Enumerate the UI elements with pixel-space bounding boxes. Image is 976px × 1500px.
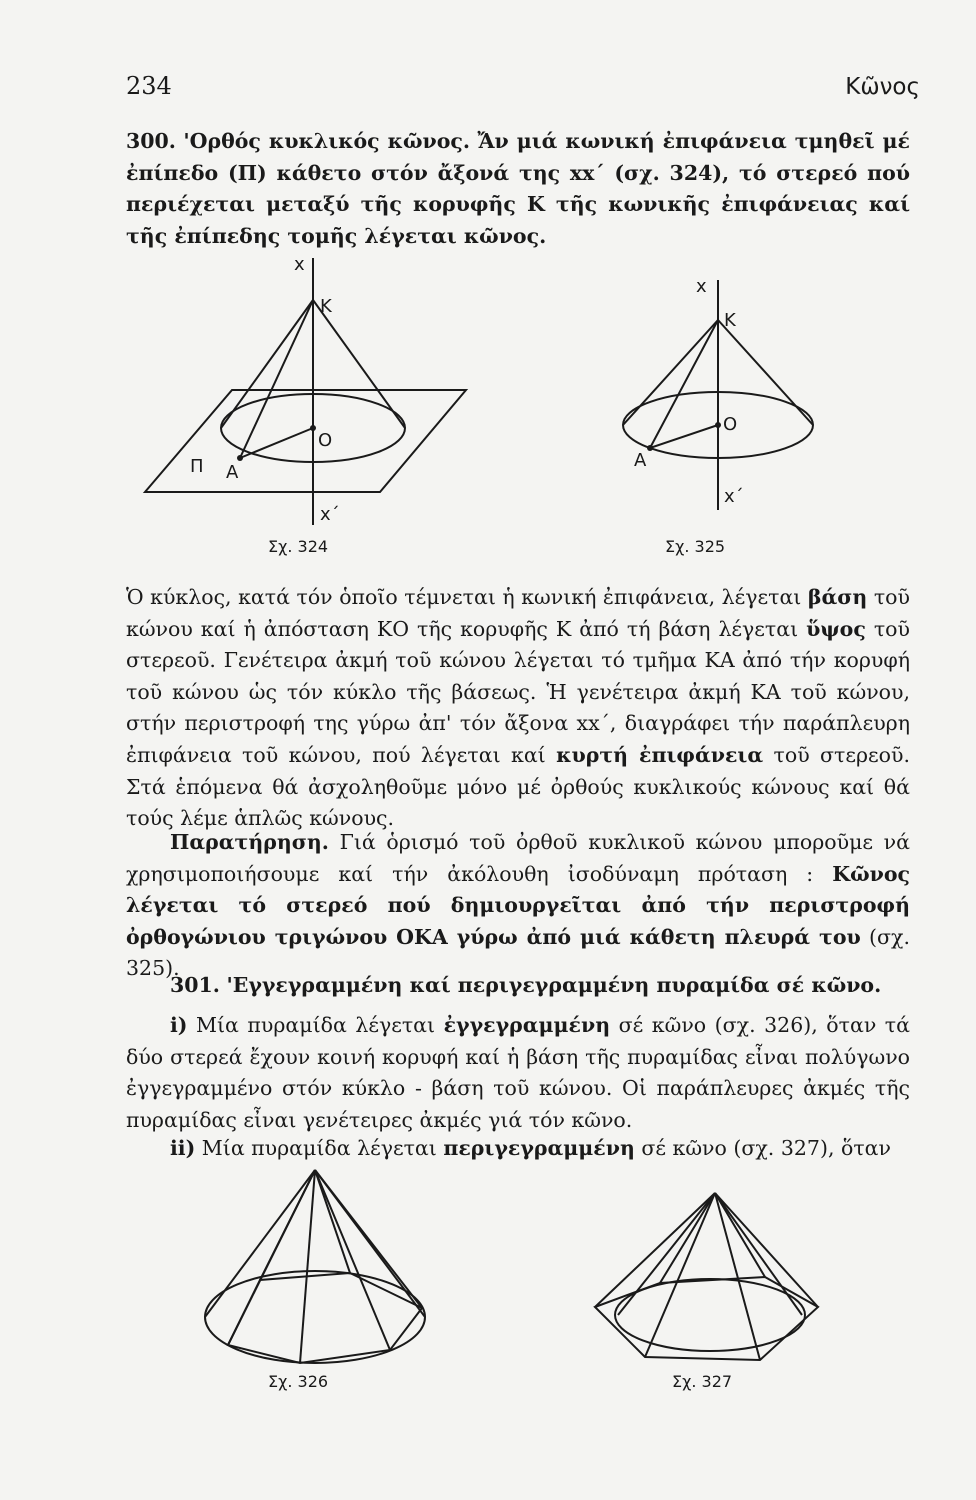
fig325-label-a: A: [634, 450, 647, 471]
page-number: 234: [126, 72, 172, 100]
item-i-label: i): [170, 1013, 188, 1037]
cone-terms-text-2: τοῦ κώνου καί ἡ ἀπόσταση ΚΟ τῆς κορυφῆς Κ ἀπό τή βάση λέγεται: [126, 585, 910, 641]
fig326-edge-4: [315, 1170, 422, 1308]
section-300-paragraph: [126, 126, 910, 252]
fig326-caption: Σχ. 326: [268, 1372, 329, 1391]
fig326-base-circle: [205, 1271, 425, 1363]
fig325-caption: Σχ. 325: [665, 537, 726, 556]
fig324-generatrix-right: [313, 300, 405, 428]
fig326-edge-2: [300, 1170, 315, 1363]
fig327-caption: Σχ. 327: [672, 1372, 733, 1391]
fig324-label-pi: Π: [190, 456, 204, 477]
fig324-label-a: A: [226, 462, 239, 483]
section-300-title: 'Ορθός κυκλικός κῶνος.: [183, 129, 471, 153]
fig324-label-x-prime: x΄: [320, 504, 340, 525]
remark-text-2: (σχ. 325).: [126, 924, 910, 981]
fig327-edge-1: [595, 1193, 715, 1307]
term-circumscribed: περιγεγραμμένη: [443, 1136, 635, 1160]
fig325-label-k: K: [724, 310, 736, 331]
term-base: βάση: [807, 585, 868, 609]
fig326-edge-3: [315, 1170, 390, 1350]
fig324-label-x: x: [294, 254, 305, 275]
item-i-paragraph: [126, 1010, 910, 1136]
cone-terms-paragraph: [126, 582, 910, 835]
item-i-text-1: Μία πυραμίδα λέγεται: [187, 1013, 444, 1037]
fig324-point-a: [237, 455, 243, 461]
remark-definition: Κῶνος λέγεται τό στερεό πού δημιουργεῖται ἀπό τήν περιστροφή ὀρθογώνιου τριγώνου ΟΚΑ γύρω ἀπό μιά κάθετη πλευρά του: [126, 861, 910, 949]
cone-terms-text-3: τοῦ στερεοῦ. Γενέτειρα ἀκμή τοῦ κώνου λέγεται τό τμῆμα ΚΑ ἀπό τήν κορυφή τοῦ κώνου ὡς τόν κύκλο τῆς βάσεως. Ἡ γενέτειρα ἀκμή ΚΑ τοῦ κώνου, στήν περιστροφή της γύρω ἀπ' τόν ἄξονα xx΄, διαγράφει τήν παράπλευρη ἐπιφάνεια τοῦ κώνου, πού λέγεται καί: [126, 616, 910, 767]
cone-terms-text-1: Ὁ κύκλος, κατά τόν ὁποῖο τέμνεται ἡ κωνική ἐπιφάνεια, λέγεται: [126, 585, 808, 609]
figure-324: [140, 250, 480, 550]
item-ii-label: ii): [170, 1136, 196, 1160]
running-title: Κῶνος: [845, 74, 920, 100]
item-ii-text-1: Μία πυραμίδα λέγεται: [195, 1136, 444, 1160]
fig326-generatrix-left: [205, 1170, 315, 1317]
section-301-heading: [126, 970, 910, 1002]
fig327-generatrix-right: [715, 1193, 802, 1315]
fig325-generatrix-right: [718, 320, 813, 425]
term-inscribed: ἐγγεγραμμένη: [443, 1013, 611, 1037]
fig325-label-o: O: [723, 414, 738, 435]
item-ii-text-2: σέ κῶνο (σχ. 327), ὅταν: [634, 1136, 891, 1160]
fig325-label-x: x: [696, 276, 707, 297]
fig325-label-x-prime: x΄: [724, 486, 744, 507]
fig325-point-o: [715, 422, 721, 428]
fig327-edge-5: [715, 1193, 765, 1277]
fig324-generatrix-left: [221, 300, 313, 428]
term-height: ὕψος: [806, 616, 866, 641]
figure-327: [590, 1185, 820, 1375]
fig324-caption: Σχ. 324: [268, 537, 329, 556]
fig324-generatrix-ka: [240, 300, 313, 458]
section-301-title: 'Εγγεγραμμένη καί περιγεγραμμένη πυραμίδα σέ κῶνο.: [226, 973, 882, 997]
figure-325: [610, 270, 810, 520]
fig327-edge-2: [645, 1193, 715, 1357]
term-convex-surface: κυρτή ἐπιφάνεια: [556, 742, 764, 767]
section-300-definition: Ἄν μιά κωνική ἐπιφάνεια τμηθεῖ μέ ἐπίπεδο (Π) κάθετο στόν ἄξονά της xx΄ (σχ. 324), τό στερεό πού περιέχεται μεταξύ τῆς κορυφῆς Κ τῆς κωνικῆς ἐπιφάνειας καί τῆς ἐπίπεδης τομῆς λέγεται κῶνος.: [126, 129, 910, 248]
fig325-point-a: [647, 445, 653, 451]
fig326-edge-5: [315, 1170, 350, 1273]
section-301-number: 301.: [170, 973, 220, 997]
remark-label: Παρατήρηση.: [170, 830, 329, 854]
fig324-label-o: O: [318, 430, 333, 451]
figure-326: [200, 1160, 430, 1375]
fig324-label-k: K: [320, 296, 332, 317]
item-i-text-2: σέ κῶνο (σχ. 326), ὅταν τά δύο στερεά ἔχουν κοινή κορυφή καί ἡ βάση τῆς πυραμίδας εἶναι πολύγωνο ἐγγεγραμμένο στόν κύκλο - βάση τοῦ κώνου. Οἱ παράπλευρες ἀκμές τῆς πυραμίδας εἶναι γενέτειρες ἀκμές γιά τόν κῶνο.: [126, 1013, 910, 1132]
remark-paragraph: [126, 827, 910, 985]
cone-terms-text-4: τοῦ στερεοῦ. Στά ἑπόμενα θά ἀσχοληθοῦμε μόνο μέ ὀρθούς κυκλικούς κώνους καί θά τούς λέμε ἁπλῶς κώνους.: [126, 742, 910, 831]
fig324-point-o: [310, 425, 316, 431]
section-300-number: 300.: [126, 129, 176, 153]
remark-text-1: Γιά ὁρισμό τοῦ ὀρθοῦ κυκλικοῦ κώνου μποροῦμε νά χρησιμοποιήσουμε καί τήν ἀκόλουθη ἰσοδύναμη πρόταση :: [126, 830, 910, 886]
fig327-generatrix-left: [618, 1193, 715, 1315]
